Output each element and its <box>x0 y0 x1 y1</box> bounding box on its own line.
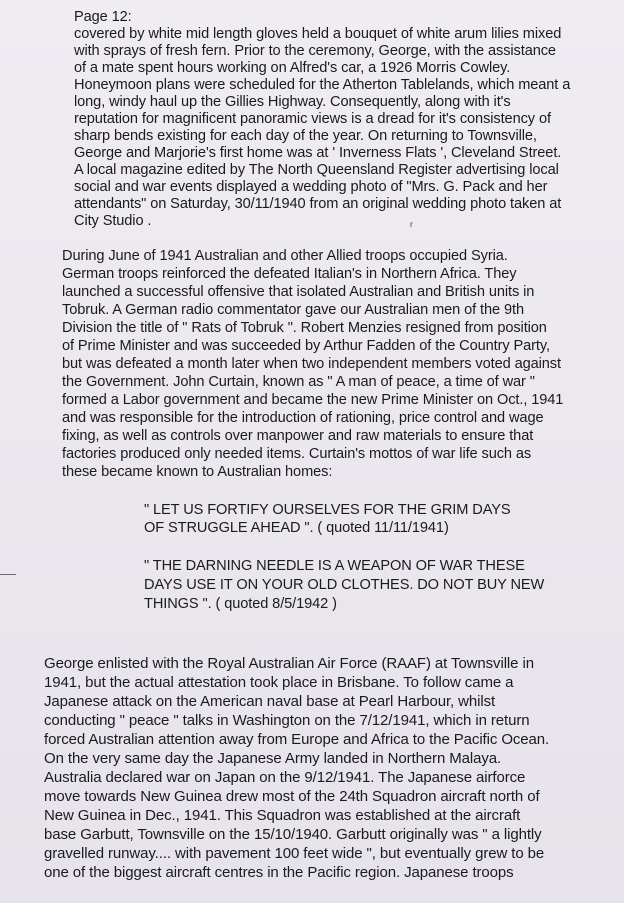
text-line: move towards New Guinea drew most of the 24th Squadron aircraft north of <box>44 788 540 805</box>
text-line: the Government. John Curtain, known as " A man of peace, a time of war " <box>62 374 535 390</box>
margin-mark <box>0 574 16 575</box>
text-line: Australia declared war on Japan on the 9/12/1941. The Japanese airforce <box>44 769 526 786</box>
text-line: On the very same day the Japanese Army landed in Northern Malaya. <box>44 750 502 767</box>
text-line: Honeymoon plans were scheduled for the Atherton Tablelands, which meant a <box>74 77 571 93</box>
text-line: A local magazine edited by The North Queensland Register advertising local <box>74 162 559 178</box>
quote-line: DAYS USE IT ON YOUR OLD CLOTHES. DO NOT BUY NEW <box>144 577 545 593</box>
text-line: and was responsible for the introduction of rationing, price control and wage <box>62 410 544 426</box>
text-line: 1941, but the actual attestation took place in Brisbane. To follow came a <box>44 674 514 691</box>
text-line: launched a successful offensive that isolated Australian and British units in <box>62 284 535 300</box>
page-label: Page 12: <box>74 9 132 25</box>
text-line: conducting " peace " talks in Washington on the 7/12/1941, which in return <box>44 712 530 729</box>
text-line: German troops reinforced the defeated Italian's in Northern Africa. They <box>62 266 517 282</box>
text-line: George and Marjorie's first home was at ' Inverness Flats ', Cleveland Street. <box>74 145 562 161</box>
text-line: forced Australian attention away from Europe and Africa to the Pacific Ocean. <box>44 731 550 748</box>
text-line: but was defeated a month later when two independent members voted against <box>62 356 561 372</box>
stray-mark: ʳ <box>410 219 413 233</box>
text-line: George enlisted with the Royal Australian Air Force (RAAF) at Townsville in <box>44 655 534 672</box>
text-line: formed a Labor government and became the new Prime Minister on Oct., 1941 <box>62 392 564 408</box>
text-line: of Prime Minister and was succeeded by Arthur Fadden of the Country Party, <box>62 338 550 354</box>
text-line: City Studio . <box>74 213 152 229</box>
text-line: Tobruk. A German radio commentator gave our Australian men of the 9th <box>62 302 524 318</box>
text-line: sharp bends existing for each day of the year. On returning to Townsville, <box>74 128 537 144</box>
quote-line: THINGS ". ( quoted 8/5/1942 ) <box>144 596 337 612</box>
text-line: covered by white mid length gloves held a bouquet of white arum lilies mixed <box>74 26 562 42</box>
text-line: long, windy haul up the Gillies Highway. Consequently, along with it's <box>74 94 511 110</box>
text-line: one of the biggest aircraft centres in the Pacific region. Japanese troops <box>44 864 514 881</box>
text-line: Division the title of " Rats of Tobruk ". Robert Menzies resigned from position <box>62 320 547 336</box>
text-line: these became known to Australian homes: <box>62 464 333 480</box>
quote-line: " LET US FORTIFY OURSELVES FOR THE GRIM DAYS <box>144 502 511 518</box>
text-line: gravelled runway.... with pavement 100 feet wide ", but eventually grew to be <box>44 845 545 862</box>
text-line: of a mate spent hours working on Alfred's car, a 1926 Morris Cowley. <box>74 60 511 76</box>
quote-line: OF STRUGGLE AHEAD ". ( quoted 11/11/1941) <box>144 520 449 536</box>
quote-line: " THE DARNING NEEDLE IS A WEAPON OF WAR THESE <box>144 558 525 574</box>
text-line: fixing, as well as controls over manpower and raw materials to ensure that <box>62 428 534 444</box>
text-line: social and war events displayed a wedding photo of "Mrs. G. Pack and her <box>74 179 548 195</box>
text-line: New Guinea in Dec., 1941. This Squadron was established at the aircraft <box>44 807 521 824</box>
text-line: with sprays of fresh fern. Prior to the ceremony, George, with the assistance <box>74 43 556 59</box>
text-line: Japanese attack on the American naval base at Pearl Harbour, whilst <box>44 693 496 710</box>
text-line: base Garbutt, Townsville on the 15/10/1940. Garbutt originally was " a lightly <box>44 826 542 843</box>
text-line: factories produced only needed items. Curtain's mottos of war life such as <box>62 446 532 462</box>
text-line: reputation for magnificent panoramic views is a dread for it's consistency of <box>74 111 551 127</box>
text-line: attendants" on Saturday, 30/11/1940 from an original wedding photo taken at <box>74 196 562 212</box>
text-line: During June of 1941 Australian and other Allied troops occupied Syria. <box>62 248 508 264</box>
